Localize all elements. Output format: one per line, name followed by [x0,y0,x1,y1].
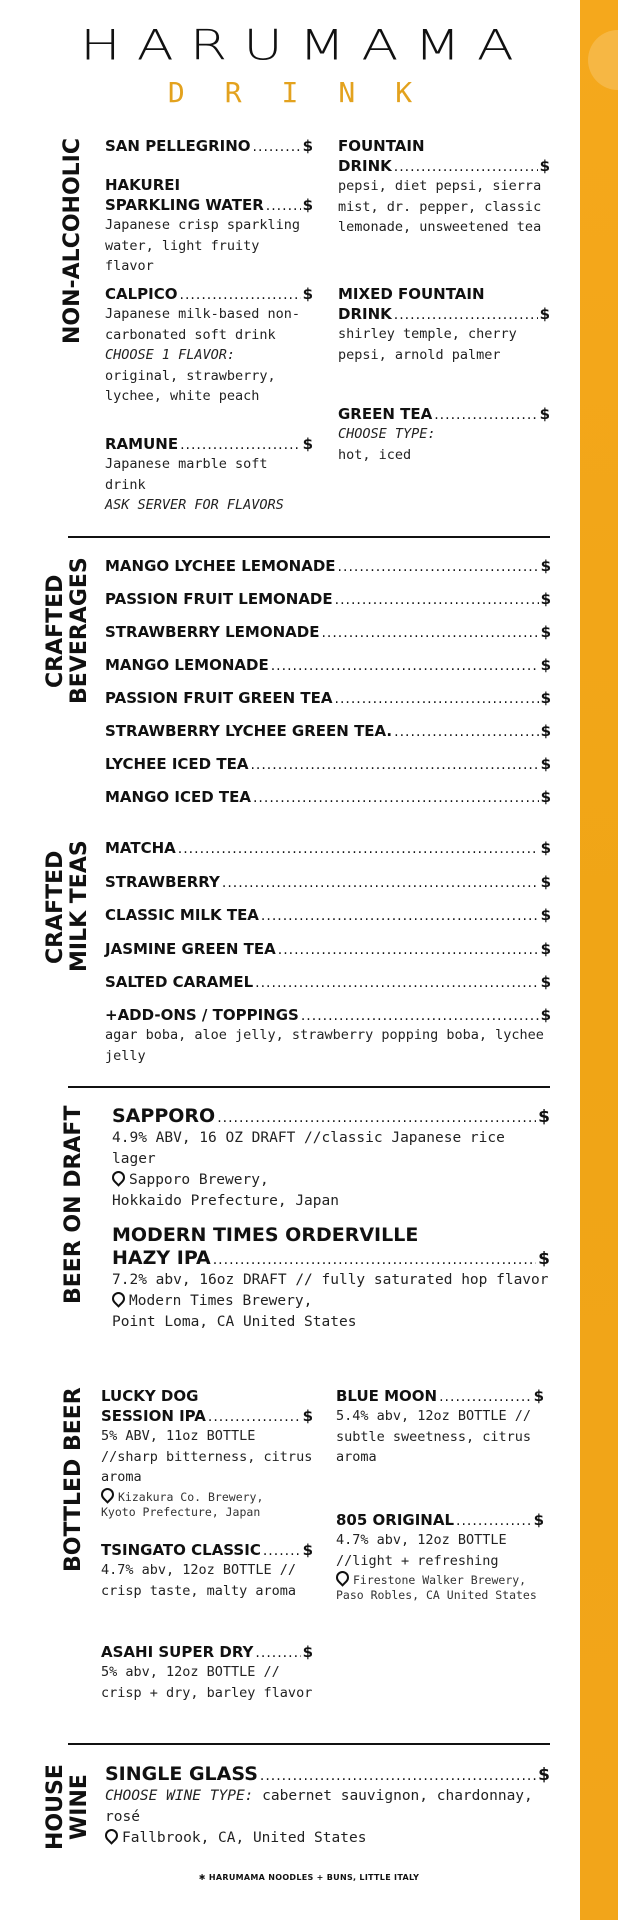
section-label-crafted-milk-teas: CRAFTED MILK TEAS [43,840,92,972]
item-name: MATCHA [105,839,176,857]
item-description: 4.7% abv, 12oz BOTTLE // crisp taste, malty aroma [101,1562,297,1599]
menu-item-milk-tea [105,905,551,925]
item-name: MANGO ICED TEA [105,788,251,806]
price: $ [540,939,551,958]
item-name: STRAWBERRY LYCHEE GREEN TEA. [105,722,393,740]
item-description: 5% abv, 12oz BOTTLE // crisp + dry, barley flavor [101,1664,313,1701]
item-name: PASSION FRUIT GREEN TEA [105,689,333,707]
menu-item-805-original: 805 ORIGINAL ..... $ 4.7% abv, 12oz BOTTLE //light + refreshing Firestone Walker Brewery, Paso Robles, CA United States [336,1510,544,1603]
price: $ [540,656,551,674]
price: $ [540,623,551,641]
choose-wine-note: CHOOSE WINE TYPE: [105,1788,254,1804]
section-label-non-alcoholic: NON-ALCOHOLIC [60,138,85,345]
item-name: PASSION FRUIT LEMONADE [105,590,333,608]
section-label-bottled-beer: BOTTLED BEER [61,1387,86,1573]
price: $ [540,722,551,740]
item-name: STRAWBERRY LEMONADE [105,623,320,641]
section-divider [68,1743,550,1745]
brewery-location: Kizakura Co. Brewery, [118,1489,264,1504]
menu-item-milk-tea [105,872,551,892]
price: $ [540,906,551,924]
choose-type-note: CHOOSE TYPE: [338,426,436,442]
price: $ [540,973,551,991]
location-pin-icon [112,1171,123,1185]
item-description: Japanese marble soft drink [105,456,268,493]
menu-item-crafted-beverage [105,787,551,807]
menu-item-milk-tea [105,972,551,992]
item-description: hot, iced [338,446,412,463]
menu-item-crafted-beverage [105,688,551,708]
toppings-list: agar boba, aloe jelly, strawberry popping boba, lychee jelly [105,1027,544,1064]
item-description: 5% ABV, 11oz BOTTLE //sharp bitterness, citrus aroma [101,1428,313,1485]
location-pin-icon [105,1829,116,1843]
item-description: shirley temple, cherry pepsi, arnold palmer [338,326,517,363]
menu-item-crafted-beverage [105,754,551,774]
section-divider [68,536,550,538]
menu-item-sapporo: SAPPORO ..... $ 4.9% ABV, 16 OZ DRAFT //classic Japanese rice lager Sapporo Brewery, Hokkaido Prefecture, Japan [112,1105,550,1212]
menu-item-ramune: RAMUNE ..... $ Japanese marble soft drink ASK SERVER FOR FLAVORS [105,434,313,516]
menu-item-fountain-drink: FOUNTAIN DRINK ..... $ pepsi, diet pepsi, sierra mist, dr. pepper, classic lemonade, unsweetened tea [338,136,550,238]
brewery-region: Hokkaido Prefecture, Japan [112,1193,339,1209]
orange-side-stripe [580,0,618,1920]
menu-item-add-ons: +ADD-ONS / TOPPINGS ..... $ agar boba, aloe jelly, strawberry popping boba, lychee jelly [105,1005,551,1066]
brewery-region: Point Loma, CA United States [112,1314,357,1330]
section-divider [68,1086,550,1088]
item-name: CLASSIC MILK TEA [105,906,259,924]
menu-item-san-pellegrino: SAN PELLEGRINO ..... $ [105,136,313,156]
menu-item-calpico: CALPICO ..... $ Japanese milk-based non-carbonated soft drink CHOOSE 1 FLAVOR: original, strawberry, lychee, white peach [105,284,313,407]
menu-item-crafted-beverage [105,622,551,642]
brewery-location: Modern Times Brewery, [129,1293,313,1309]
location-pin-icon [101,1488,112,1502]
brewery-region: Kyoto Prefecture, Japan [101,1504,261,1519]
item-name: LYCHEE ICED TEA [105,755,249,773]
item-description: 4.9% ABV, 16 OZ DRAFT //classic Japanese rice lager [112,1130,505,1167]
brewery-region: Paso Robles, CA United States [336,1588,537,1602]
price: $ [540,557,551,575]
brand-subtitle: DRINK [167,76,453,109]
item-name: MANGO LEMONADE [105,656,269,674]
menu-item-hakurei: HAKUREI SPARKLING WATER ..... $ Japanese crisp sparkling water, light fruity flavor [105,175,313,277]
price: $ [540,755,551,773]
menu-item-crafted-beverage [105,556,551,576]
menu-item-single-glass: SINGLE GLASS ..... $ CHOOSE WINE TYPE: cabernet sauvignon, chardonnay, rosé Fallbrook, CA, United States [105,1763,550,1849]
price: $ [540,788,551,806]
price: $ [540,689,551,707]
menu-item-crafted-beverage [105,721,551,741]
menu-item-lucky-dog: LUCKY DOG SESSION IPA ..... $ 5% ABV, 11oz BOTTLE //sharp bitterness, citrus aroma Kizakura Co. Brewery, Kyoto Prefecture, Japan [101,1386,313,1520]
menu-item-green-tea: GREEN TEA ..... $ CHOOSE TYPE: hot, iced [338,404,550,465]
item-description: pepsi, diet pepsi, sierra mist, dr. pepper, classic lemonade, unsweetened tea [338,178,542,235]
server-note: ASK SERVER FOR FLAVORS [105,497,284,513]
brand-logo: HARUMAMA [80,20,530,70]
menu-item-milk-tea [105,939,551,959]
location-pin-icon [336,1571,347,1585]
item-name: SALTED CARAMEL [105,973,254,991]
item-description: Japanese crisp sparkling water, light fruity flavor [105,217,301,274]
brewery-location: Firestone Walker Brewery, [353,1573,527,1587]
section-label-beer-on-draft: BEER ON DRAFT [61,1105,86,1304]
section-label-house-wine: HOUSE WINE [43,1764,92,1850]
winery-location: Fallbrook, CA, United States [122,1830,367,1846]
menu-item-blue-moon: BLUE MOON ..... $ 5.4% abv, 12oz BOTTLE // subtle sweetness, citrus aroma [336,1386,544,1468]
menu-item-mixed-fountain-drink: MIXED FOUNTAIN DRINK ..... $ shirley temple, cherry pepsi, arnold palmer [338,284,550,365]
item-description: Japanese milk-based non-carbonated soft drink [105,306,301,343]
price: $ [540,590,551,608]
item-description: 4.7% abv, 12oz BOTTLE //light + refreshing [336,1532,507,1569]
brewery-location: Sapporo Brewery, [129,1172,269,1188]
section-label-crafted-beverages: CRAFTED BEVERAGES [43,557,92,705]
item-name: STRAWBERRY [105,872,220,891]
flavor-list: original, strawberry, lychee, white peach [105,367,276,404]
wine-types: cabernet sauvignon, chardonnay, rosé [105,1788,533,1825]
menu-item-crafted-beverage [105,589,551,609]
item-description: 7.2% abv, 16oz DRAFT // fully saturated hop flavor [112,1272,549,1288]
item-name: JASMINE GREEN TEA [105,939,276,958]
menu-item-milk-tea [105,838,551,858]
location-pin-icon [112,1292,123,1306]
price: $ [540,872,551,891]
price: $ [540,839,551,857]
footer-text: HARUMAMA NOODLES + BUNS, LITTLE ITALY [208,1873,420,1882]
item-description: 5.4% abv, 12oz BOTTLE // subtle sweetness, citrus aroma [336,1408,532,1465]
item-name: MANGO LYCHEE LEMONADE [105,557,336,575]
menu-item-asahi: ASAHI SUPER DRY ..... $ 5% abv, 12oz BOTTLE // crisp + dry, barley flavor [101,1642,313,1703]
menu-item-crafted-beverage [105,655,551,675]
menu-item-modern-times: MODERN TIMES ORDERVILLE HAZY IPA ..... $ 7.2% abv, 16oz DRAFT // fully saturated hop flavor Modern Times Brewery, Point Loma, CA United States [112,1224,550,1333]
choose-flavor-note: CHOOSE 1 FLAVOR: [105,347,236,363]
footer: ✱ HARUMAMA NOODLES + BUNS, LITTLE ITALY [198,1873,420,1882]
menu-item-tsingato: TSINGATO CLASSIC ..... $ 4.7% abv, 12oz BOTTLE // crisp taste, malty aroma [101,1540,313,1601]
